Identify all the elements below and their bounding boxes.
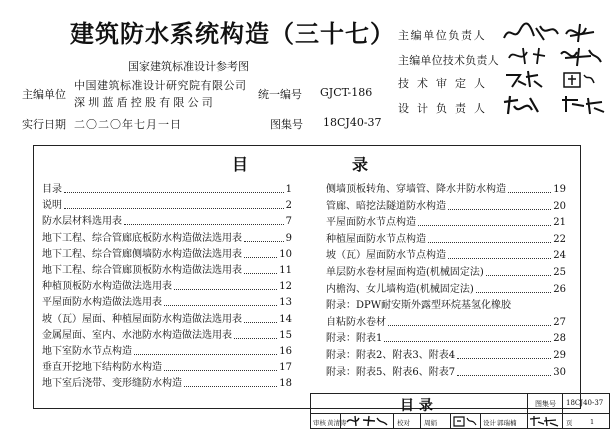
toc-entry xyxy=(326,315,566,329)
toc-entry-title: 坡（瓦）屋面防水节点构造 xyxy=(326,250,446,262)
date-label: 实行日期 xyxy=(22,118,66,131)
signature-design-lead xyxy=(500,92,608,118)
toc-leader-dots xyxy=(164,305,277,306)
toc-entry-page: 2 xyxy=(285,200,292,212)
toc-entry-page: 13 xyxy=(279,297,292,309)
toc-entry xyxy=(42,295,292,309)
toc-leader-dots xyxy=(486,275,551,276)
toc-entry-title: 说明 xyxy=(42,200,62,212)
title-block-atlas-label: 图集号 xyxy=(535,400,556,408)
toc-entry-title: 平屋面防水节点构造 xyxy=(326,217,416,229)
toc-entry xyxy=(326,232,566,246)
toc-leader-dots xyxy=(64,208,284,209)
toc-entry xyxy=(42,360,292,374)
toc-entry xyxy=(42,312,292,326)
toc-entry-title: 种植顶板防水构造做法选用表 xyxy=(42,281,172,293)
toc-leader-dots xyxy=(457,375,551,376)
atlas-subtitle: 国家建筑标准设计参考图 xyxy=(128,60,249,73)
toc-entry xyxy=(42,182,292,196)
toc-entry xyxy=(326,199,566,213)
toc-entry-page: 16 xyxy=(279,346,292,357)
toc-leader-dots xyxy=(388,325,551,326)
check-name: 周娟 xyxy=(424,419,437,427)
toc-entry-page: 27 xyxy=(553,316,566,328)
toc-leader-dots xyxy=(508,192,551,193)
title-block-atlas-no: 18CJ40-37 xyxy=(566,399,604,407)
toc-entry-page: 20 xyxy=(553,200,566,212)
unified-no: GJCT-186 xyxy=(320,86,373,99)
signature-reviewer xyxy=(345,414,389,428)
editor-unit-2: 深圳蓝盾控股有限公司 xyxy=(74,96,216,109)
toc-entry xyxy=(42,376,292,390)
signature-technical-reviewer xyxy=(500,67,600,91)
toc-entry-page: 9 xyxy=(285,232,292,244)
toc-entry-title: 地下工程、综合管廊顶板防水构造做法选用表 xyxy=(42,265,242,276)
toc-entry-page: 7 xyxy=(285,216,292,228)
toc-entry-title: 地下室防水节点构造 xyxy=(42,346,132,357)
check-label: 校对 xyxy=(397,419,410,427)
toc-entry-page: 1 xyxy=(285,184,292,195)
toc-leader-dots xyxy=(384,341,551,342)
toc-leader-dots xyxy=(234,338,277,339)
atlas-title: 建筑防水系统构造（三十七） xyxy=(70,19,395,48)
toc-entry xyxy=(326,182,566,196)
toc-entry-title: 目录 xyxy=(42,184,62,195)
toc-entry-page: 25 xyxy=(553,267,566,278)
toc-entry-page: 21 xyxy=(553,217,566,229)
toc-entry-page: 10 xyxy=(279,248,292,260)
toc-entry-title: 地下室后浇带、变形缝防水构造 xyxy=(42,378,182,390)
toc-entry-page: 12 xyxy=(279,281,292,293)
toc-entry xyxy=(42,214,292,228)
toc-leader-dots xyxy=(184,386,277,387)
toc-leader-dots xyxy=(134,354,277,355)
role-chief-editor: 主编单位负责人 xyxy=(398,29,487,42)
date-value: 二〇二〇年七月一日 xyxy=(74,118,182,131)
toc-entry xyxy=(42,328,292,342)
toc-entry-title: 种植屋面防水节点构造 xyxy=(326,233,426,245)
toc-entry-title: 坡（瓦）屋面、种植屋面防水构造做法选用表 xyxy=(42,313,242,325)
review-label: 审核 xyxy=(313,419,326,427)
signature-chief-editor xyxy=(500,20,600,46)
toc-entry xyxy=(42,247,292,261)
toc-entry-page: 29 xyxy=(553,350,566,361)
page-label: 页 xyxy=(566,419,573,427)
atlas-no: 18CJ40-37 xyxy=(323,116,382,129)
toc-entry xyxy=(42,263,292,277)
toc-entry xyxy=(42,344,292,358)
toc-leader-dots xyxy=(476,292,551,293)
toc-entry-page: 14 xyxy=(279,313,292,325)
toc-leader-dots xyxy=(428,242,551,243)
toc-entry-title: 垂直开挖地下结构防水构造 xyxy=(42,362,162,374)
toc-entry-page: 30 xyxy=(553,366,566,378)
toc-entry-title: 地下工程、综合管廊侧墙防水构造做法选用表 xyxy=(42,248,242,260)
design-name: 郭瑞楠 xyxy=(497,419,517,427)
toc-entry-title: 附录：DPW耐安斯外露型环烷基氢化橡胶 xyxy=(326,300,512,312)
signature-tech-chief xyxy=(505,44,605,68)
toc-leader-dots xyxy=(244,273,277,274)
toc-entry-page: 17 xyxy=(279,362,292,374)
toc-leader-dots xyxy=(418,225,551,226)
toc-entry-title: 金属屋面、室内、水池防水构造做法选用表 xyxy=(42,329,232,341)
toc-entry xyxy=(326,348,566,362)
toc-heading-right: 录 xyxy=(352,155,369,174)
toc-entry-page: 26 xyxy=(553,283,566,295)
toc-entry-page: 11 xyxy=(279,265,292,276)
signature-checker xyxy=(452,414,478,428)
toc-leader-dots xyxy=(457,358,551,359)
toc-leader-dots xyxy=(244,257,277,258)
toc-leader-dots xyxy=(164,370,277,371)
toc-entry xyxy=(326,248,566,262)
toc-entry-title: 附录：附表5、附表6、附表7 xyxy=(326,366,456,378)
toc-leader-dots xyxy=(64,192,284,193)
toc-entry-page: 18 xyxy=(279,378,292,390)
toc-entry-title: 自粘防水卷材 xyxy=(326,316,386,328)
toc-entry-page: 28 xyxy=(553,333,566,345)
toc-entry-title: 防水层材料选用表 xyxy=(42,216,122,228)
toc-entry-title: 附录：附表2、附表3、附表4 xyxy=(326,350,456,361)
toc-entry xyxy=(326,365,566,379)
signature-designer xyxy=(528,414,560,428)
toc-entry-page: 15 xyxy=(279,329,292,341)
editor-unit-label: 主编单位 xyxy=(22,88,66,101)
toc-entry xyxy=(42,231,292,245)
atlas-no-label: 图集号 xyxy=(270,118,303,131)
role-design-lead: 设计负责人 xyxy=(398,102,493,115)
toc-entry xyxy=(326,331,566,345)
toc-entry xyxy=(326,298,566,312)
toc-leader-dots xyxy=(244,322,277,323)
review-name: 黄清涛 xyxy=(327,419,347,427)
toc-entry-page: 22 xyxy=(553,233,566,245)
toc-entry xyxy=(326,282,566,296)
unified-no-label: 统一编号 xyxy=(258,88,302,101)
design-label: 设计 xyxy=(483,419,496,427)
toc-leader-dots xyxy=(448,209,551,210)
toc-entry-page: 19 xyxy=(553,184,566,195)
role-tech-chief: 主编单位技术负责人 xyxy=(398,54,499,67)
role-technical-reviewer: 技术审定人 xyxy=(398,77,493,90)
toc-entry xyxy=(326,215,566,229)
toc-heading-left: 目 xyxy=(232,155,249,174)
editor-unit-1: 中国建筑标准设计研究院有限公司 xyxy=(74,79,247,92)
toc-entry-title: 地下工程、综合管廊底板防水构造做法选用表 xyxy=(42,232,242,244)
title-block-name: 目 录 xyxy=(400,398,433,414)
toc-entry xyxy=(326,265,566,279)
toc-entry xyxy=(42,198,292,212)
toc-leader-dots xyxy=(244,241,284,242)
toc-entry-title: 平屋面防水构造做法选用表 xyxy=(42,297,162,309)
toc-leader-dots xyxy=(448,258,551,259)
toc-entry xyxy=(42,279,292,293)
toc-leader-dots xyxy=(174,289,277,290)
toc-entry-title: 侧墙顶板转角、穿墙管、降水井防水构造 xyxy=(326,184,506,195)
toc-entry-page: 24 xyxy=(553,250,566,262)
toc-entry-title: 附录：附表1 xyxy=(326,333,383,345)
toc-entry-title: 管廊、暗挖法隧道防水构造 xyxy=(326,200,446,212)
page-no: 1 xyxy=(590,418,595,426)
toc-leader-dots xyxy=(124,224,284,225)
toc-entry-title: 内檐沟、女儿墙构造(机械固定法) xyxy=(326,283,474,295)
toc-entry-title: 单层防水卷材屋面构造(机械固定法) xyxy=(326,267,484,278)
